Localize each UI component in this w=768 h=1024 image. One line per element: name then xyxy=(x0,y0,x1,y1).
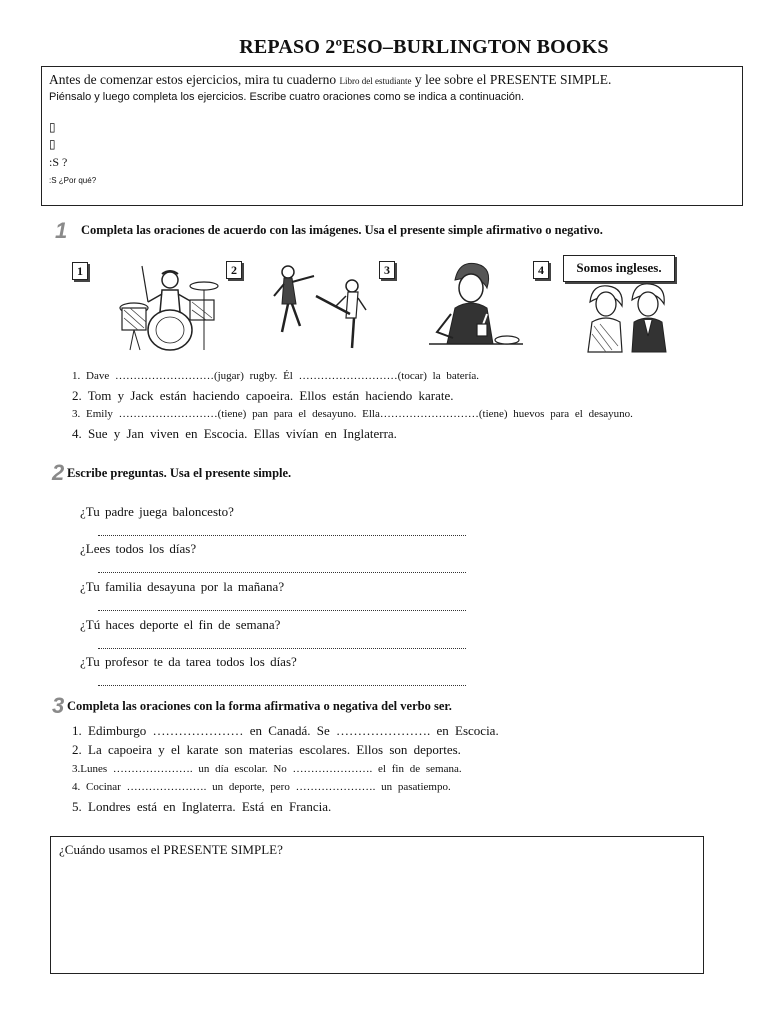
answer-line-1[interactable] xyxy=(98,535,466,536)
placeholder-glyph-icon: ▯ xyxy=(49,137,56,151)
intro-line-1-overlap: Libro del estudiante xyxy=(339,76,412,86)
section-3-sentence-1: 1. Edimburgo ………………… en Canadá. Se …………………. en Escocia. xyxy=(72,723,499,738)
two-girls-illustration xyxy=(582,282,678,354)
section-3-sentence-4: 4. Cocinar …………………. un deporte, pero …………………. un pasatiempo. xyxy=(72,781,451,793)
question-4: ¿Tú haces deporte el fin de semana? xyxy=(80,617,281,632)
picture-number-4: 4 xyxy=(533,261,549,279)
bullet-2 xyxy=(49,137,56,152)
breakfast-illustration xyxy=(425,258,525,350)
section-3-sentence-3: 3.Lunes …………………. un día escolar. No …………………. el fin de semana. xyxy=(72,763,462,775)
answer-line-4[interactable] xyxy=(98,648,466,649)
section-2-heading: Escribe preguntas. Usa el presente simple. xyxy=(67,466,292,480)
section-1-sentence-1: 1. Dave ………………………(jugar) rugby. Él ………………………(tocar) la batería. xyxy=(72,370,480,382)
bullet-1 xyxy=(49,120,56,135)
bottom-question: ¿Cuándo usamos el PRESENTE SIMPLE? xyxy=(59,842,283,857)
intro-line-1-end: y lee sobre el PRESENTE SIMPLE. xyxy=(414,72,612,87)
question-3: ¿Tu familia desayuna por la mañana? xyxy=(80,579,285,594)
bullet-4: :S ¿Por qué? xyxy=(49,176,97,185)
question-5: ¿Tu profesor te da tarea todos los días? xyxy=(80,654,297,669)
section-1-sentence-3: 3. Emily ………………………(tiene) pan para el desayuno. Ella………………………(tiene) huevos para el desayuno. xyxy=(72,408,633,420)
section-1-sentence-2: 2. Tom y Jack están haciendo capoeira. Ellos están haciendo karate. xyxy=(72,388,454,403)
capoeira-illustration xyxy=(270,262,370,352)
section-3-number: 3 xyxy=(52,693,65,718)
picture-number-1: 1 xyxy=(72,262,88,280)
answer-line-2[interactable] xyxy=(98,572,466,573)
section-3-sentence-5: 5. Londres está en Inglaterra. Está en Francia. xyxy=(72,799,332,814)
drummer-illustration xyxy=(112,262,220,352)
picture-number-3: 3 xyxy=(379,261,395,279)
intro-line-1-start: Antes de comenzar estos ejercicios, mira tu cuaderno xyxy=(49,72,337,87)
answer-line-5[interactable] xyxy=(98,685,466,686)
section-1-sentence-4: 4. Sue y Jan viven en Escocia. Ellas vivían en Inglaterra. xyxy=(72,426,397,441)
bullet-3: :S ? xyxy=(49,155,68,169)
page-title: REPASO 2ºESO–BURLINGTON BOOKS xyxy=(239,36,609,58)
placeholder-glyph-icon: ▯ xyxy=(49,120,56,134)
speech-bubble: Somos ingleses. xyxy=(563,255,675,282)
question-1: ¿Tu padre juega baloncesto? xyxy=(80,504,234,519)
section-3-sentence-2: 2. La capoeira y el karate son materias escolares. Ellos son deportes. xyxy=(72,742,461,757)
intro-line-2: Piénsalo y luego completa los ejercicios. Escribe cuatro oraciones como se indica a continuación. xyxy=(49,91,525,103)
answer-line-3[interactable] xyxy=(98,610,466,611)
intro-line-1 xyxy=(49,72,611,88)
question-2: ¿Lees todos los días? xyxy=(80,541,197,556)
section-2-number: 2 xyxy=(52,460,65,485)
section-3-heading: Completa las oraciones con la forma afirmativa o negativa del verbo ser. xyxy=(67,699,452,713)
picture-number-2: 2 xyxy=(226,261,242,279)
section-1-heading: Completa las oraciones de acuerdo con las imágenes. Usa el presente simple afirmativo o negativo. xyxy=(81,223,603,237)
section-1-number: 1 xyxy=(55,218,68,243)
